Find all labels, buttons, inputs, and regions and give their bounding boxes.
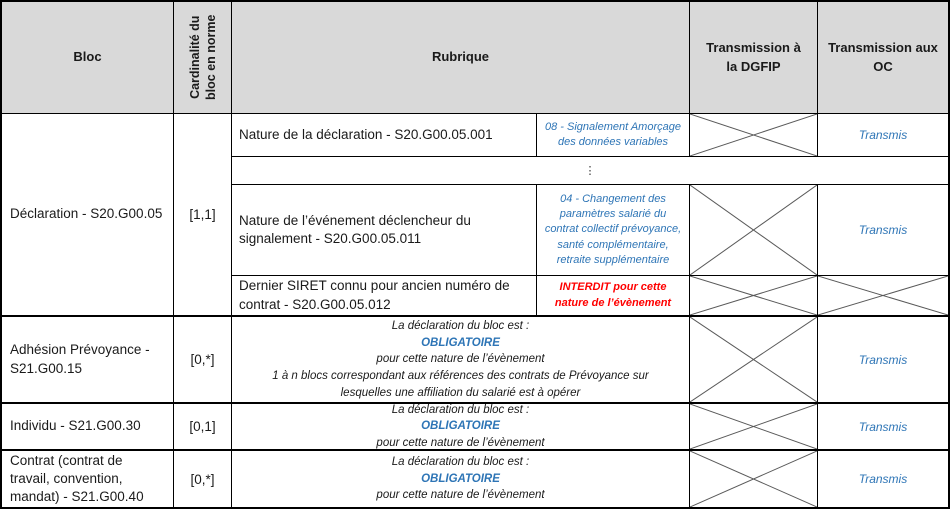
bloc-adhesion-cell	[2, 317, 174, 404]
oc-contrat-status: Transmis	[858, 472, 908, 486]
cardinalite-contrat-value: [0,*]	[190, 471, 215, 487]
rubrique-nature-declaration-value: 08 - Signalement Amorçage des données variables	[545, 120, 681, 148]
cardinalite-declaration-value: [1,1]	[189, 207, 216, 222]
cardinalite-adhesion-value: [0,*]	[190, 352, 215, 367]
bloc-individu-cell	[2, 404, 174, 451]
note-line3: pour cette nature de l’évènement	[376, 353, 545, 366]
oc-dernier-siret-crossed-cell	[818, 276, 948, 317]
note-line1: La déclaration du bloc est :	[391, 404, 530, 416]
note-adhesion-extra: 1 à n blocs correspondant aux références des contrats de Prévoyance sur lesquelles une affiliation du salarié est à opérer	[272, 369, 649, 399]
note-obligatoire: OBLIGATOIRE	[421, 420, 500, 433]
rubrique-dernier-siret-label-cell	[232, 276, 537, 317]
note-line3: pour cette nature de l’évènement	[376, 436, 545, 449]
dgfip-dernier-siret-crossed-cell	[690, 276, 818, 317]
bloc-individu-label: Individu - S21.G00.30	[10, 418, 141, 434]
rubrique-nature-declaration-label-cell	[232, 114, 537, 157]
header-transmission-oc	[818, 2, 948, 114]
header-transmission-oc-label: Transmission aux OC	[828, 39, 938, 74]
rubrique-contrat-note-cell	[232, 451, 690, 507]
note-line1: La déclaration du bloc est :	[391, 456, 530, 468]
bloc-adhesion-label: Adhésion Prévoyance - S21.G00.15	[10, 342, 150, 376]
oc-nature-declaration-cell	[818, 114, 948, 157]
header-transmission-dgfip	[690, 2, 818, 114]
header-rubrique	[232, 2, 690, 114]
bloc-contrat-label: Contrat (contrat de travail, convention, mandat) - S21.G00.40	[10, 452, 144, 505]
bloc-declaration-cell	[2, 114, 174, 317]
rubrique-ellipsis-row	[232, 157, 948, 185]
cross-icon	[690, 114, 817, 156]
cross-icon	[690, 404, 817, 449]
note-line1: La déclaration du bloc est :	[391, 319, 530, 332]
rubrique-dernier-siret-interdit: INTERDIT pour cette nature de l’évènement	[554, 281, 672, 309]
bloc-declaration-label: Déclaration - S20.G00.05	[10, 206, 163, 222]
cardinalite-individu-cell	[174, 404, 232, 451]
rubrique-nature-declaration-value-cell	[537, 114, 690, 157]
rubrique-adhesion-note-cell	[232, 317, 690, 404]
dgfip-adhesion-crossed-cell	[690, 317, 818, 404]
cross-icon	[818, 276, 948, 315]
bloc-contrat-cell	[2, 451, 174, 507]
header-bloc-label: Bloc	[73, 49, 102, 65]
rubrique-nature-evenement-value: 04 - Changement des paramètres salarié du contrat collectif prévoyance, santé complémentaire, retraite supplémentaire	[544, 192, 682, 267]
rubrique-individu-note-cell	[232, 404, 690, 451]
rubrique-dernier-siret-value-cell	[537, 276, 690, 317]
header-cardinalite	[174, 2, 232, 114]
rubrique-nature-evenement-value-cell	[537, 185, 690, 276]
dgfip-nature-evenement-crossed-cell	[690, 185, 818, 276]
oc-individu-status: Transmis	[858, 419, 908, 434]
cross-icon	[690, 451, 817, 507]
header-transmission-dgfip-label: Transmission à la DGFIP	[706, 39, 801, 74]
cross-icon	[690, 276, 817, 315]
note-obligatoire: OBLIGATOIRE	[421, 472, 500, 485]
header-bloc	[2, 2, 174, 114]
oc-adhesion-cell	[818, 317, 948, 404]
dgfip-individu-crossed-cell	[690, 404, 818, 451]
rubrique-nature-declaration-label: Nature de la déclaration - S20.G00.05.001	[239, 126, 493, 142]
cardinalite-individu-value: [0,1]	[189, 419, 216, 434]
rubrique-dernier-siret-label: Dernier SIRET connu pour ancien numéro de contrat - S20.G00.05.012	[239, 278, 510, 312]
oc-individu-cell	[818, 404, 948, 451]
oc-nature-declaration-status: Transmis	[858, 128, 908, 142]
note-line3: pour cette nature de l’évènement	[376, 489, 545, 502]
oc-contrat-cell	[818, 451, 948, 507]
header-cardinalite-label: Cardinalité du bloc en norme	[187, 14, 218, 101]
cross-icon	[690, 317, 817, 402]
dgfip-nature-declaration-crossed-cell	[690, 114, 818, 157]
note-obligatoire: OBLIGATOIRE	[421, 336, 500, 349]
oc-nature-evenement-cell	[818, 185, 948, 276]
cardinalite-declaration-cell	[174, 114, 232, 317]
dgfip-contrat-crossed-cell	[690, 451, 818, 507]
oc-nature-evenement-status: Transmis	[858, 223, 908, 237]
rubrique-nature-evenement-label: Nature de l’événement déclencheur du signalement - S20.G00.05.011	[239, 212, 471, 246]
cardinalite-adhesion-cell	[174, 317, 232, 404]
cardinalite-contrat-cell	[174, 451, 232, 507]
vertical-ellipsis: ⋮	[584, 165, 596, 177]
cross-icon	[690, 185, 817, 275]
rubrique-nature-evenement-label-cell	[232, 185, 537, 276]
oc-adhesion-status: Transmis	[858, 352, 908, 367]
header-rubrique-label: Rubrique	[431, 49, 490, 65]
